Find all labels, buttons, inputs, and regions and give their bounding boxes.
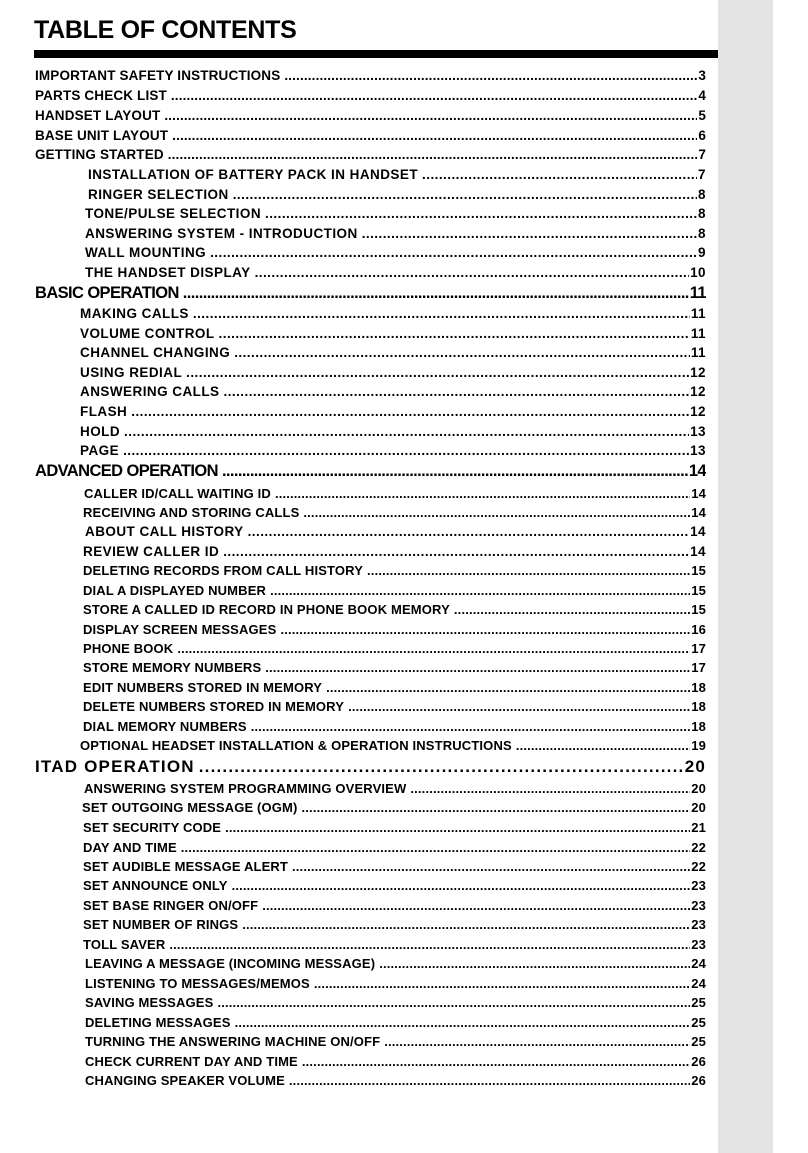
toc-entry-page-number: 18 [691, 719, 706, 734]
toc-entry-page-number: 11 [690, 326, 706, 341]
toc-entry [85, 226, 706, 241]
toc-dot-leader [248, 524, 689, 539]
toc-entry-page-number: 24 [691, 956, 706, 971]
toc-entry-page-number: 8 [698, 226, 706, 241]
toc-entry-page-number: 23 [691, 917, 706, 932]
toc-dot-leader [284, 68, 697, 83]
toc-entry [84, 781, 706, 796]
toc-entry [83, 898, 706, 913]
toc-entry-page-number: 11 [690, 306, 706, 321]
toc-entry-title: DELETE NUMBERS STORED IN MEMORY [83, 699, 345, 714]
toc-dot-leader [292, 859, 690, 874]
toc-entry [88, 187, 706, 202]
toc-entry-title: SET ANNOUNCE ONLY [83, 878, 228, 893]
toc-entry-page-number: 22 [691, 840, 706, 855]
toc-entry-title: SET OUTGOING MESSAGE (OGM) [82, 800, 298, 815]
toc-dot-leader [177, 641, 690, 656]
toc-entry-page-number: 14 [690, 544, 706, 559]
toc-dot-leader [219, 326, 690, 341]
toc-entry [83, 680, 706, 695]
toc-entry-title: IMPORTANT SAFETY INSTRUCTIONS [35, 68, 281, 83]
toc-entry [80, 365, 706, 380]
toc-entry [85, 976, 706, 991]
toc-entry-page-number: 26 [691, 1073, 706, 1088]
toc-entry-page-number: 26 [691, 1054, 706, 1069]
toc-entry-page-number: 17 [691, 660, 706, 675]
toc-entry [85, 1015, 706, 1030]
toc-entry [80, 306, 706, 321]
toc-dot-leader [123, 443, 689, 458]
toc-entry-page-number: 11 [689, 284, 706, 302]
toc-entry-page-number: 13 [690, 424, 706, 439]
toc-dot-leader [270, 583, 690, 598]
toc-entry [85, 524, 706, 539]
toc-entry-title: ABOUT CALL HISTORY [85, 524, 244, 539]
toc-entry-page-number: 20 [691, 800, 706, 815]
toc-entry-title: ANSWERING SYSTEM - INTRODUCTION [85, 226, 358, 241]
toc-entry-title: CALLER ID/CALL WAITING ID [84, 486, 271, 501]
toc-entry-title: SET SECURITY CODE [83, 820, 222, 835]
toc-entry-page-number: 17 [691, 641, 706, 656]
toc-entry [80, 738, 706, 753]
toc-entry [83, 563, 706, 578]
toc-entry-page-number: 20 [684, 757, 706, 776]
toc-dot-leader [222, 462, 688, 481]
toc-entry [83, 505, 706, 520]
toc-dot-leader [262, 898, 690, 913]
toc-entry [85, 206, 706, 221]
toc-dot-leader [193, 306, 690, 321]
toc-entry [80, 326, 706, 341]
toc-entry [83, 820, 706, 835]
toc-entry [80, 345, 706, 360]
toc-entry-page-number: 25 [691, 1034, 706, 1049]
toc-entry-title: VOLUME CONTROL [80, 326, 215, 341]
toc-entry [80, 443, 706, 458]
toc-dot-leader [224, 384, 690, 399]
toc-dot-leader [242, 917, 690, 932]
toc-entry [83, 840, 706, 855]
toc-entry-page-number: 18 [691, 680, 706, 695]
toc-entry [83, 859, 706, 874]
toc-entry-page-number: 15 [691, 563, 706, 578]
toc-dot-leader [265, 660, 690, 675]
toc-entry-page-number: 8 [698, 206, 706, 221]
toc-dot-leader [255, 265, 690, 280]
toc-entry-page-number: 23 [691, 898, 706, 913]
toc-entry-title: RINGER SELECTION [88, 187, 229, 202]
toc-dot-leader [217, 995, 690, 1010]
toc-entry-title: BASE UNIT LAYOUT [35, 128, 169, 143]
toc-entry [80, 424, 706, 439]
toc-entry-title: ANSWERING SYSTEM PROGRAMMING OVERVIEW [84, 781, 407, 796]
toc-entry-title: DELETING RECORDS FROM CALL HISTORY [83, 563, 364, 578]
toc-entry-title: CHECK CURRENT DAY AND TIME [85, 1054, 298, 1069]
toc-entry-page-number: 15 [691, 602, 706, 617]
page-title: TABLE OF CONTENTS [34, 16, 297, 44]
toc-dot-leader [362, 226, 697, 241]
toc-dot-leader [302, 800, 691, 815]
toc-entry [35, 88, 706, 103]
toc-entry-page-number: 23 [691, 878, 706, 893]
toc-entry-title: DELETING MESSAGES [85, 1015, 231, 1030]
toc-entry [85, 995, 706, 1010]
toc-entry-page-number: 3 [698, 68, 706, 83]
toc-entry [82, 800, 706, 815]
toc-entry [85, 245, 706, 260]
toc-entry-title: THE HANDSET DISPLAY [85, 265, 251, 280]
toc-dot-leader [210, 245, 697, 260]
toc-entry-title: OPTIONAL HEADSET INSTALLATION & OPERATION INSTRUCTIONS [80, 738, 512, 753]
toc-dot-leader [326, 680, 690, 695]
toc-entry-title: ITAD OPERATION [35, 757, 195, 776]
toc-entry-title: PAGE [80, 443, 120, 458]
toc-entry-title: GETTING STARTED [35, 147, 164, 162]
toc-dot-leader [303, 505, 690, 520]
toc-entry-title: DIAL MEMORY NUMBERS [83, 719, 247, 734]
toc-entry-title: ANSWERING CALLS [80, 384, 220, 399]
toc-entry-title: HOLD [80, 424, 121, 439]
toc-entry [35, 757, 706, 777]
toc-entry-title: PHONE BOOK [83, 641, 174, 656]
toc-entry-page-number: 21 [691, 820, 706, 835]
toc-entry-title: STORE A CALLED ID RECORD IN PHONE BOOK MEMORY [83, 602, 450, 617]
toc-entry [80, 404, 706, 419]
toc-entry-page-number: 14 [691, 505, 706, 520]
toc-dot-leader [172, 128, 697, 143]
toc-dot-leader [131, 404, 689, 419]
toc-entry-title: HANDSET LAYOUT [35, 108, 161, 123]
toc-entry-page-number: 22 [691, 859, 706, 874]
toc-dot-leader [168, 147, 698, 162]
toc-entry-title: SET NUMBER OF RINGS [83, 917, 239, 932]
toc-entry-page-number: 12 [690, 404, 706, 419]
toc-entry-title: DISPLAY SCREEN MESSAGES [83, 622, 277, 637]
toc-dot-leader [302, 1054, 690, 1069]
toc-entry-page-number: 10 [690, 265, 706, 280]
toc-entry-title: DAY AND TIME [83, 840, 177, 855]
toc-entry [84, 486, 706, 501]
toc-dot-leader [280, 622, 690, 637]
toc-dot-leader [348, 699, 690, 714]
toc-entry-title: SAVING MESSAGES [85, 995, 214, 1010]
toc-dot-leader [454, 602, 690, 617]
toc-entry-title: USING REDIAL [80, 365, 183, 380]
toc-entry-page-number: 12 [690, 365, 706, 380]
toc-dot-leader [124, 424, 689, 439]
toc-entry [85, 265, 706, 280]
toc-entry-page-number: 8 [698, 187, 706, 202]
toc-entry-title: MAKING CALLS [80, 306, 189, 321]
toc-dot-leader [275, 486, 690, 501]
toc-entry-title: RECEIVING AND STORING CALLS [83, 505, 300, 520]
toc-dot-leader [379, 956, 690, 971]
toc-entry-title: CHANNEL CHANGING [80, 345, 231, 360]
toc-dot-leader [314, 976, 690, 991]
toc-dot-leader [384, 1034, 690, 1049]
toc-entry-page-number: 25 [691, 995, 706, 1010]
toc-entry-title: REVIEW CALLER ID [83, 544, 220, 559]
toc-dot-leader [183, 284, 689, 303]
toc-entry [83, 719, 706, 734]
toc-entry-page-number: 16 [691, 622, 706, 637]
toc-entry [35, 68, 706, 83]
toc-dot-leader [223, 544, 689, 559]
toc-entry [83, 660, 706, 675]
toc-entry-page-number: 12 [690, 384, 706, 399]
toc-entry-title: WALL MOUNTING [85, 245, 207, 260]
toc-dot-leader [181, 840, 690, 855]
toc-entry-page-number: 15 [691, 583, 706, 598]
toc-entry-page-number: 9 [698, 245, 706, 260]
toc-dot-leader [422, 167, 697, 182]
toc-dot-leader [171, 88, 697, 103]
toc-entry-title: CHANGING SPEAKER VOLUME [85, 1073, 285, 1088]
toc-entry-page-number: 11 [690, 345, 706, 360]
toc-entry-title: SET BASE RINGER ON/OFF [83, 898, 259, 913]
toc-entry-title: ADVANCED OPERATION [35, 462, 218, 480]
toc-entry [35, 462, 706, 481]
toc-entry [83, 937, 706, 952]
toc-entry-page-number: 14 [690, 524, 706, 539]
toc-dot-leader [164, 108, 697, 123]
toc-entry [85, 1034, 706, 1049]
toc-entry [83, 699, 706, 714]
toc-dot-leader [251, 719, 691, 734]
toc-entry [83, 602, 706, 617]
toc-entry [85, 956, 706, 971]
toc-dot-leader [235, 1015, 691, 1030]
toc-entry-page-number: 18 [691, 699, 706, 714]
toc-entry-page-number: 19 [691, 738, 706, 753]
toc-entry-title: BASIC OPERATION [35, 284, 179, 302]
toc-dot-leader [289, 1073, 690, 1088]
toc-entry-title: DIAL A DISPLAYED NUMBER [83, 583, 267, 598]
toc-entry-page-number: 23 [691, 937, 706, 952]
toc-entry-page-number: 20 [691, 781, 706, 796]
toc-entry [85, 1054, 706, 1069]
toc-dot-leader [234, 345, 690, 360]
toc-entry [80, 384, 706, 399]
toc-dot-leader [169, 937, 690, 952]
toc-dot-leader [265, 206, 697, 221]
toc-entry-title: STORE MEMORY NUMBERS [83, 660, 262, 675]
toc-dot-leader [199, 757, 684, 777]
toc-dot-leader [186, 365, 689, 380]
toc-entry [83, 583, 706, 598]
toc-dot-leader [367, 563, 690, 578]
toc-entry [85, 1073, 706, 1088]
toc-entry-page-number: 5 [698, 108, 706, 123]
toc-entry-title: SET AUDIBLE MESSAGE ALERT [83, 859, 289, 874]
toc-entry-page-number: 7 [698, 167, 706, 182]
toc-entry-page-number: 4 [698, 88, 706, 103]
toc-entry-title: TONE/PULSE SELECTION [85, 206, 262, 221]
toc-entry-title: INSTALLATION OF BATTERY PACK IN HANDSET [88, 167, 419, 182]
toc-entry-page-number: 14 [691, 486, 706, 501]
toc-entry-title: EDIT NUMBERS STORED IN MEMORY [83, 680, 323, 695]
toc-entry [35, 284, 706, 303]
toc-entry [83, 641, 706, 656]
toc-entry [35, 108, 706, 123]
toc-entry-page-number: 25 [691, 1015, 706, 1030]
toc-entry [83, 917, 706, 932]
toc-entry-title: LEAVING A MESSAGE (INCOMING MESSAGE) [85, 956, 376, 971]
toc-entry [35, 147, 706, 162]
toc-entry-title: TURNING THE ANSWERING MACHINE ON/OFF [85, 1034, 381, 1049]
toc-entry-title: TOLL SAVER [83, 937, 166, 952]
toc-entry [35, 128, 706, 143]
toc-entry-page-number: 13 [690, 443, 706, 458]
toc-entry-page-number: 14 [688, 462, 706, 480]
toc-entry [88, 167, 706, 182]
toc-entry-page-number: 24 [691, 976, 706, 991]
toc-entry-page-number: 6 [698, 128, 706, 143]
toc-entry-title: FLASH [80, 404, 128, 419]
toc-dot-leader [516, 738, 690, 753]
toc-entry [83, 544, 706, 559]
toc-dot-leader [232, 878, 691, 893]
toc-entry-title: PARTS CHECK LIST [35, 88, 167, 103]
page-margin-strip [718, 0, 773, 1153]
toc-entry [83, 878, 706, 893]
toc-dot-leader [225, 820, 690, 835]
toc-entry-title: LISTENING TO MESSAGES/MEMOS [85, 976, 310, 991]
toc-dot-leader [410, 781, 690, 796]
toc-dot-leader [233, 187, 697, 202]
toc-entry [83, 622, 706, 637]
toc-entry-page-number: 7 [698, 147, 706, 162]
